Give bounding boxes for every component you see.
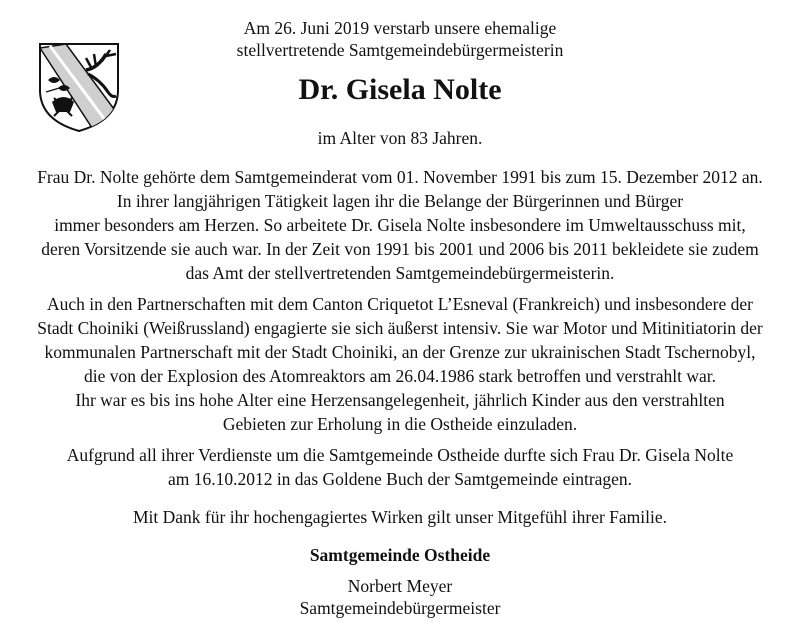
signature-person: Norbert Meyer (347, 576, 453, 596)
signature-organization: Samtgemeinde Ostheide (309, 545, 491, 565)
announcement-line-1: Am 26. Juni 2019 verstarb unsere ehemalige (243, 18, 557, 38)
age-line: im Alter von 83 Jahren. (317, 128, 483, 148)
paragraph-1-line: Frau Dr. Nolte gehörte dem Samtgemeinderat vom 01. November 1991 bis zum 15. Dezember 2012 an. (37, 167, 763, 187)
paragraph-2-line: Stadt Choiniki (Weißrussland) engagierte sie sich äußerst intensiv. Sie war Motor und Mitinitiatorin der (37, 318, 763, 338)
paragraph-3-line: am 16.10.2012 in das Goldene Buch der Samtgemeinde eintragen. (167, 469, 633, 489)
paragraph-2-line: die von der Explosion des Atomreaktors am 26.04.1986 stark betroffen und verstrahlt war. (84, 366, 716, 386)
paragraph-1-line: In ihrer langjährigen Tätigkeit lagen ihr die Belange der Bürgerinnen und Bürger (116, 191, 684, 211)
paragraph-2-line: Gebieten zur Erholung in die Ostheide einzuladen. (222, 414, 578, 434)
deceased-name: Dr. Gisela Nolte (298, 73, 502, 106)
paragraph-2-line: Auch in den Partnerschaften mit dem Canton Criquetot L’Esneval (Frankreich) und insbesondere der (47, 294, 753, 314)
closing-line: Mit Dank für ihr hochengagiertes Wirken gilt unser Mitgefühl ihrer Familie. (132, 507, 668, 527)
signature-role: Samtgemeindebürgermeister (299, 598, 501, 618)
paragraph-1-line: immer besonders am Herzen. So arbeitete Dr. Gisela Nolte insbesondere im Umweltausschuss mit, (54, 215, 746, 235)
paragraph-1-line: deren Vorsitzende sie auch war. In der Zeit von 1991 bis 2001 und 2006 bis 2011 bekleidete sie zudem (41, 239, 759, 259)
paragraph-2-line: Ihr war es bis ins hohe Alter eine Herzensangelegenheit, jährlich Kinder aus den verstrahlten (75, 390, 725, 410)
announcement-line-2: stellvertretende Samtgemeindebürgermeisterin (236, 40, 564, 60)
paragraph-1-line: das Amt der stellvertretenden Samtgemeindebürgermeisterin. (185, 263, 615, 283)
paragraph-2-line: kommunalen Partnerschaft mit der Stadt Choiniki, an der Grenze zur ukrainischen Stadt Tschernobyl, (44, 342, 756, 362)
paragraph-3-line: Aufgrund all ihrer Verdienste um die Samtgemeinde Ostheide durfte sich Frau Dr. Gisela Nolte (66, 445, 734, 465)
